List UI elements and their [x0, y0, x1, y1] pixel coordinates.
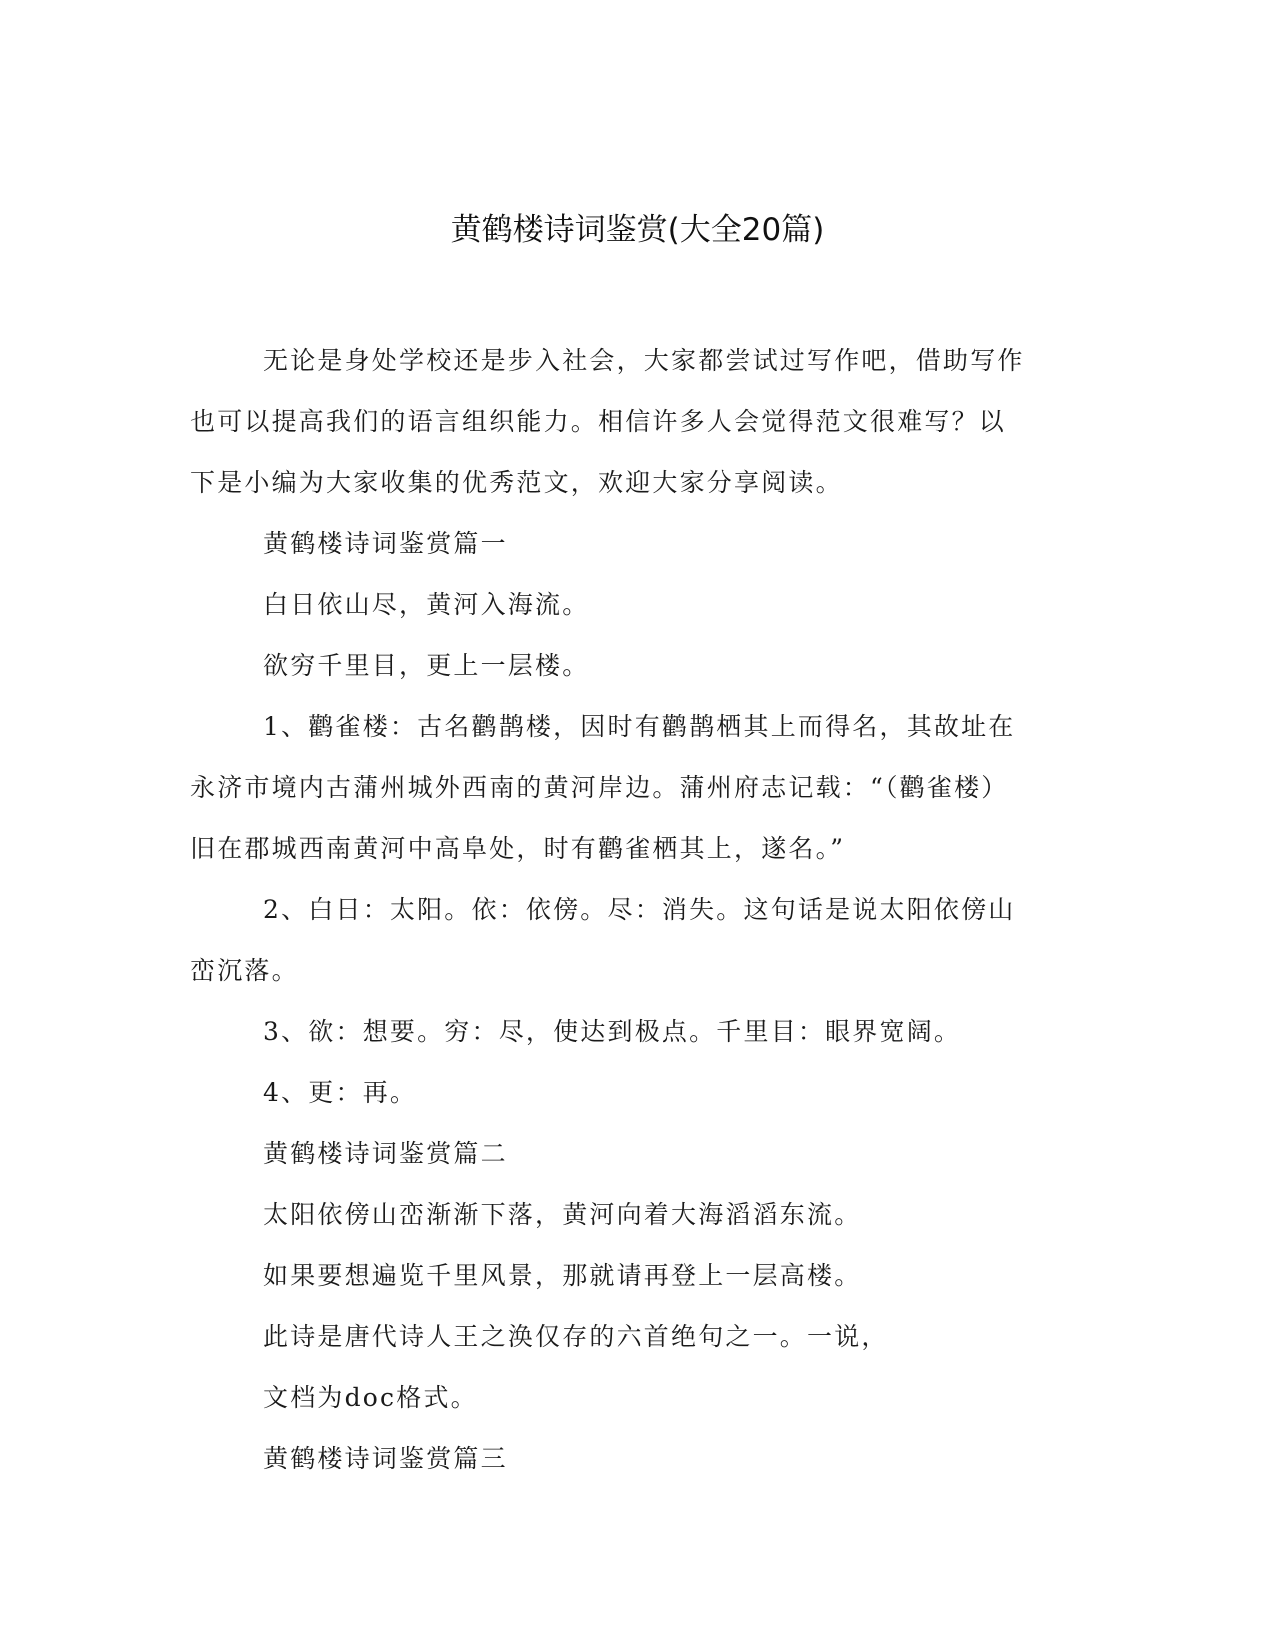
format-note: 文档为doc格式。 — [263, 1383, 478, 1412]
note-line: 2、白日：太阳。依：依傍。尽：消失。这句话是说太阳依傍山 — [263, 895, 1016, 924]
note-line: 4、更：再。 — [263, 1078, 418, 1107]
section-heading: 黄鹤楼诗词鉴赏篇二 — [263, 1139, 508, 1168]
note-line: 峦沉落。 — [190, 956, 299, 985]
translation-line: 太阳依傍山峦渐渐下落，黄河向着大海滔滔东流。 — [263, 1200, 862, 1229]
poem-line: 白日依山尽，黄河入海流。 — [263, 590, 590, 619]
page-title: 黄鹤楼诗词鉴赏(大全20篇) — [450, 212, 825, 248]
note-line: 1、鹳雀楼：古名鹳鹊楼，因时有鹳鹊栖其上而得名，其故址在 — [263, 712, 1016, 741]
intro-line: 下是小编为大家收集的优秀范文，欢迎大家分享阅读。 — [190, 468, 843, 497]
intro-line: 无论是身处学校还是步入社会，大家都尝试过写作吧，借助写作 — [263, 346, 1025, 375]
translation-line: 如果要想遍览千里风景，那就请再登上一层高楼。 — [263, 1261, 862, 1290]
note-line: 永济市境内古蒲州城外西南的黄河岸边。蒲州府志记载：“（鹳雀楼） — [190, 773, 1009, 802]
commentary-line: 此诗是唐代诗人王之涣仅存的六首绝句之一。一说， — [263, 1322, 889, 1351]
poem-line: 欲穷千里目，更上一层楼。 — [263, 651, 590, 680]
section-heading: 黄鹤楼诗词鉴赏篇一 — [263, 529, 508, 558]
document-body — [190, 330, 1080, 1489]
note-line: 3、欲：想要。穷：尽，使达到极点。千里目：眼界宽阔。 — [263, 1017, 962, 1046]
note-line: 旧在郡城西南黄河中高阜处，时有鹳雀栖其上，遂名。” — [190, 834, 846, 863]
intro-line: 也可以提高我们的语言组织能力。相信许多人会觉得范文很难写？以 — [190, 407, 1007, 436]
section-heading: 黄鹤楼诗词鉴赏篇三 — [263, 1444, 508, 1473]
